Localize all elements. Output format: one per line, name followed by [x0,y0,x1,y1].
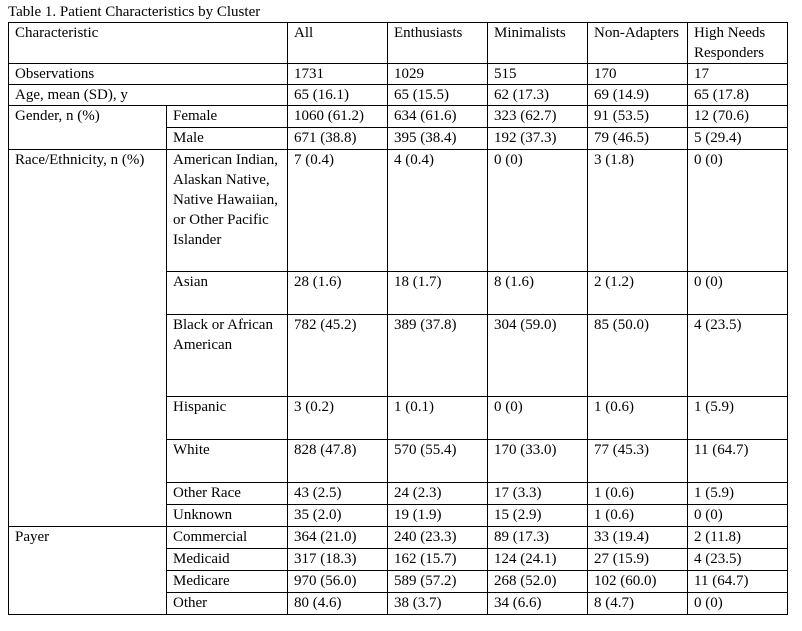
row-label: Other [167,593,288,615]
table-cell: 8 (1.6) [488,272,588,315]
table-cell: 0 (0) [488,397,588,440]
table-cell: 11 (64.7) [688,440,788,483]
table-cell: 304 (59.0) [488,315,588,397]
row-label: Male [167,128,288,150]
table-cell: 570 (55.4) [388,440,488,483]
table-cell: 7 (0.4) [288,150,388,272]
table-cell: 671 (38.8) [288,128,388,150]
table-row [9,527,788,549]
table-cell: 28 (1.6) [288,272,388,315]
table-cell: 268 (52.0) [488,571,588,593]
table-row [9,106,788,128]
table-cell: 102 (60.0) [588,571,688,593]
table-cell: 38 (3.7) [388,593,488,615]
table-row [9,150,788,272]
table-cell: 1 (5.9) [688,397,788,440]
row-label: Other Race [167,483,288,505]
table-cell: 0 (0) [688,272,788,315]
table-cell: 12 (70.6) [688,106,788,128]
table-cell: 18 (1.7) [388,272,488,315]
table-cell: 65 (15.5) [388,85,488,106]
row-label: Observations [9,64,288,85]
patient-characteristics-table [8,22,788,615]
table-cell: 240 (23.3) [388,527,488,549]
table-cell: 1029 [388,64,488,85]
table-cell: 8 (4.7) [588,593,688,615]
header-non-adapters: Non-Adapters [588,23,688,64]
table-cell: 3 (1.8) [588,150,688,272]
table-cell: 1060 (61.2) [288,106,388,128]
table-cell: 17 [688,64,788,85]
table-cell: 1731 [288,64,388,85]
group-label: Race/Ethnicity, n (%) [9,150,167,527]
group-label: Gender, n (%) [9,106,167,150]
table-cell: 1 (0.6) [588,483,688,505]
table-cell: 1 (0.1) [388,397,488,440]
table-cell: 970 (56.0) [288,571,388,593]
table-cell: 11 (64.7) [688,571,788,593]
table-cell: 79 (46.5) [588,128,688,150]
table-cell: 170 [588,64,688,85]
header-minimalists: Minimalists [488,23,588,64]
table-cell: 65 (17.8) [688,85,788,106]
table-cell: 3 (0.2) [288,397,388,440]
row-label: Age, mean (SD), y [9,85,288,106]
table-cell: 162 (15.7) [388,549,488,571]
table-cell: 65 (16.1) [288,85,388,106]
table-row [9,64,788,85]
table-cell: 19 (1.9) [388,505,488,527]
table-cell: 91 (53.5) [588,106,688,128]
row-label: Medicaid [167,549,288,571]
row-label: Female [167,106,288,128]
table-cell: 4 (0.4) [388,150,488,272]
table-row [9,85,788,106]
group-label: Payer [9,527,167,615]
table-cell: 0 (0) [688,593,788,615]
table-cell: 77 (45.3) [588,440,688,483]
table-cell: 27 (15.9) [588,549,688,571]
table-cell: 80 (4.6) [288,593,388,615]
table-cell: 5 (29.4) [688,128,788,150]
table-cell: 89 (17.3) [488,527,588,549]
row-label: Commercial [167,527,288,549]
header-all: All [288,23,388,64]
table-cell: 62 (17.3) [488,85,588,106]
table-cell: 0 (0) [688,150,788,272]
table-cell: 170 (33.0) [488,440,588,483]
header-characteristic: Characteristic [9,23,288,64]
table-cell: 634 (61.6) [388,106,488,128]
row-label: Asian [167,272,288,315]
table-cell: 192 (37.3) [488,128,588,150]
table-cell: 828 (47.8) [288,440,388,483]
table-cell: 2 (11.8) [688,527,788,549]
row-label: Unknown [167,505,288,527]
table-cell: 782 (45.2) [288,315,388,397]
header-high-needs-responders: High Needs Responders [688,23,788,64]
table-cell: 17 (3.3) [488,483,588,505]
table-cell: 4 (23.5) [688,315,788,397]
table-cell: 323 (62.7) [488,106,588,128]
header-row [9,23,788,64]
table-cell: 364 (21.0) [288,527,388,549]
table-cell: 1 (0.6) [588,397,688,440]
row-label: White [167,440,288,483]
row-label: Black or African American [167,315,288,397]
table-cell: 1 (5.9) [688,483,788,505]
table-cell: 515 [488,64,588,85]
row-label: American Indian, Alaskan Native, Native Hawaiian, or Other Pacific Islander [167,150,288,272]
table-cell: 124 (24.1) [488,549,588,571]
row-label: Hispanic [167,397,288,440]
table-cell: 33 (19.4) [588,527,688,549]
table-cell: 4 (23.5) [688,549,788,571]
table-cell: 0 (0) [688,505,788,527]
table-cell: 85 (50.0) [588,315,688,397]
table-cell: 43 (2.5) [288,483,388,505]
table-cell: 15 (2.9) [488,505,588,527]
table-cell: 0 (0) [488,150,588,272]
header-enthusiasts: Enthusiasts [388,23,488,64]
table-cell: 1 (0.6) [588,505,688,527]
table-cell: 317 (18.3) [288,549,388,571]
table-cell: 2 (1.2) [588,272,688,315]
row-label: Medicare [167,571,288,593]
table-cell: 69 (14.9) [588,85,688,106]
table-cell: 35 (2.0) [288,505,388,527]
table-cell: 24 (2.3) [388,483,488,505]
table-caption: Table 1. Patient Characteristics by Cluster [8,4,261,20]
table-cell: 589 (57.2) [388,571,488,593]
table-cell: 395 (38.4) [388,128,488,150]
table-cell: 389 (37.8) [388,315,488,397]
table-cell: 34 (6.6) [488,593,588,615]
